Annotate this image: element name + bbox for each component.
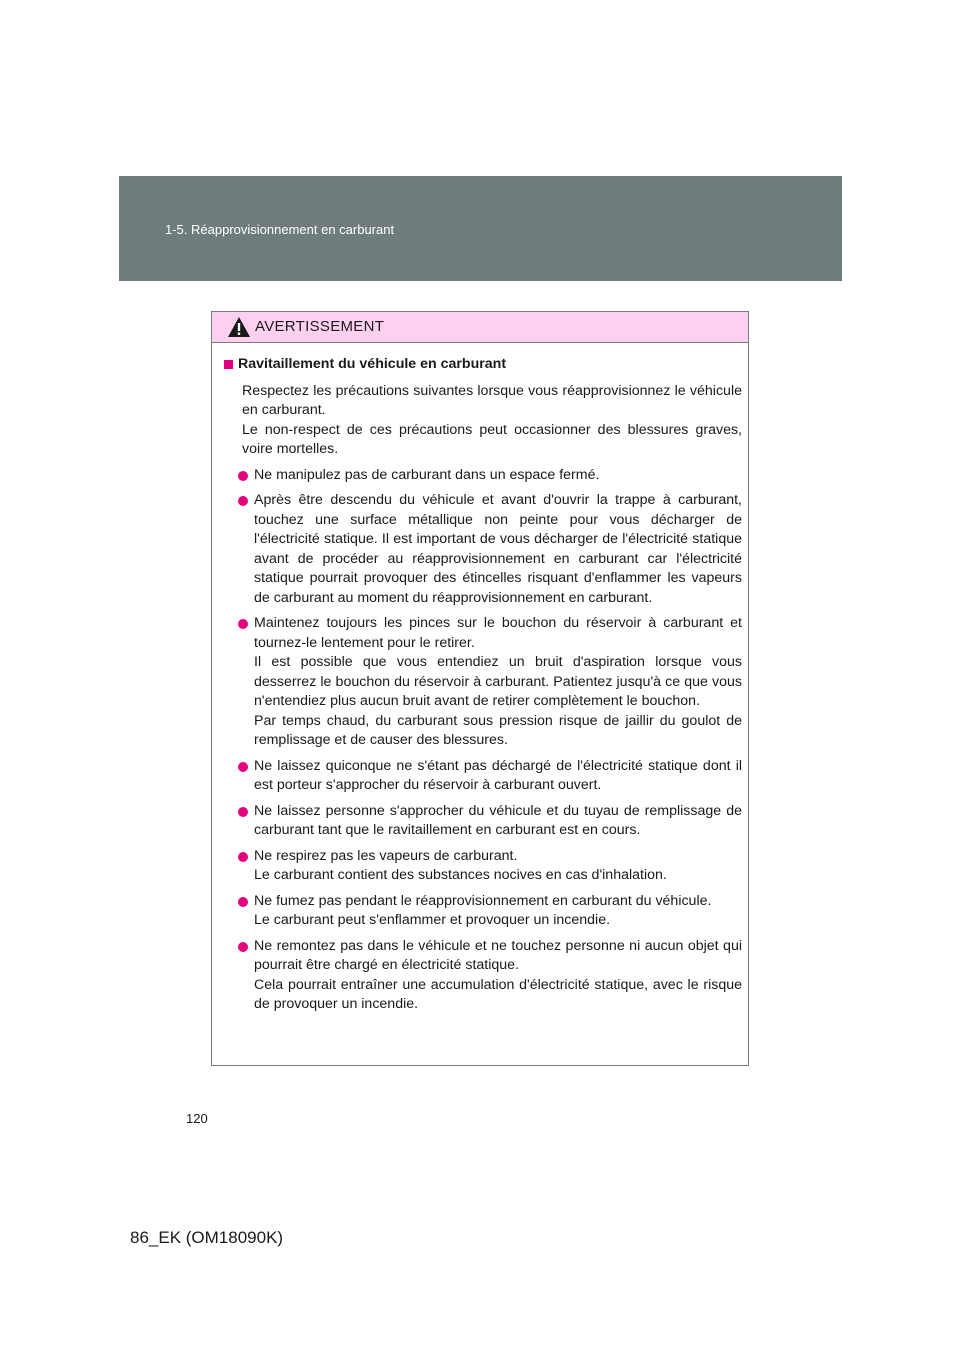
list-item-text: Par temps chaud, du carburant sous pression risque de jaillir du goulot de remplissage et de causer des blessures.: [254, 712, 742, 748]
page-number: 120: [186, 1111, 208, 1126]
list-item: [224, 466, 742, 486]
section-heading-text: Ravitaillement du véhicule en carburant: [238, 356, 507, 372]
list-item-text: Ne laissez personne s'approcher du véhicule et du tuyau de remplissage de carburant tant que le ravitaillement en carburant est en cours.: [254, 802, 742, 838]
list-item-text: Ne fumez pas pendant le réapprovisionnement en carburant du véhicule.: [254, 892, 712, 909]
bullet-dot-icon: [238, 619, 248, 629]
bullet-dot-icon: [238, 807, 248, 817]
list-item-text: Ne manipulez pas de carburant dans un espace fermé.: [254, 466, 600, 483]
warning-title: AVERTISSEMENT: [255, 318, 385, 335]
warning-triangle-icon: [227, 316, 251, 338]
chapter-header-band: [119, 176, 842, 281]
bullet-dot-icon: [238, 852, 248, 862]
list-item: [224, 847, 742, 886]
section-heading: [224, 355, 742, 375]
intro-text: [242, 382, 742, 460]
list-item-text: Le carburant contient des substances nocives en cas d'inhalation.: [254, 867, 667, 883]
list-item: [224, 802, 742, 841]
list-item: [224, 614, 742, 751]
document-code: 86_EK (OM18090K): [130, 1228, 284, 1247]
square-bullet-icon: [224, 360, 233, 369]
section-title: 1-5. Réapprovisionnement en carburant: [165, 222, 395, 237]
list-item: [224, 491, 742, 608]
precaution-list: [224, 466, 742, 1015]
list-item-text: Ne remontez pas dans le véhicule et ne touchez personne ni aucun objet qui pourrait être chargé en électricité statique.: [254, 937, 742, 973]
bullet-dot-icon: [238, 471, 248, 481]
bullet-dot-icon: [238, 942, 248, 952]
list-item-text: Cela pourrait entraîner une accumulation d'électricité statique, avec le risque de provoquer un incendie.: [254, 976, 742, 1012]
intro-line: Le non-respect de ces précautions peut occasionner des blessures graves, voire mortelles.: [242, 421, 742, 457]
list-item-text: Ne laissez quiconque ne s'étant pas déchargé de l'électricité statique dont il est porteur s'approcher du réservoir à carburant ouvert.: [254, 757, 742, 793]
warning-box: [211, 311, 749, 1066]
bullet-dot-icon: [238, 496, 248, 506]
list-item: [224, 892, 742, 931]
list-item-text: Il est possible que vous entendiez un bruit d'aspiration lorsque vous desserrez le bouchon du réservoir à carburant. Patientez jusqu'à ce que vous n'entendiez plus aucun bruit avant de retirer complètement le bouchon.: [254, 654, 742, 709]
bullet-dot-icon: [238, 897, 248, 907]
warning-body: [212, 343, 748, 1015]
list-item-text: Maintenez toujours les pinces sur le bouchon du réservoir à carburant et tournez-le lentement pour le retirer.: [254, 615, 742, 651]
list-item-text: Le carburant peut s'enflammer et provoquer un incendie.: [254, 912, 611, 928]
warning-header: [212, 312, 748, 343]
list-item-text: Après être descendu du véhicule et avant d'ouvrir la trappe à carburant, touchez une surface métallique non peinte pour vous décharger de l'électricité statique. Il est important de vous décharger de l'électricité statique avant de procéder au réapprovisionnement en carburant car l'électricité statique pourrait provoquer des étincelles risquant d'enflammer les vapeurs de carburant au moment du réapprovisionnement en carburant.: [254, 492, 742, 606]
list-item: [224, 757, 742, 796]
list-item-text: Ne respirez pas les vapeurs de carburant.: [254, 847, 518, 864]
intro-line: Respectez les précautions suivantes lorsque vous réapprovisionnez le véhicule en carburant.: [242, 382, 742, 418]
list-item: [224, 937, 742, 1015]
bullet-dot-icon: [238, 762, 248, 772]
